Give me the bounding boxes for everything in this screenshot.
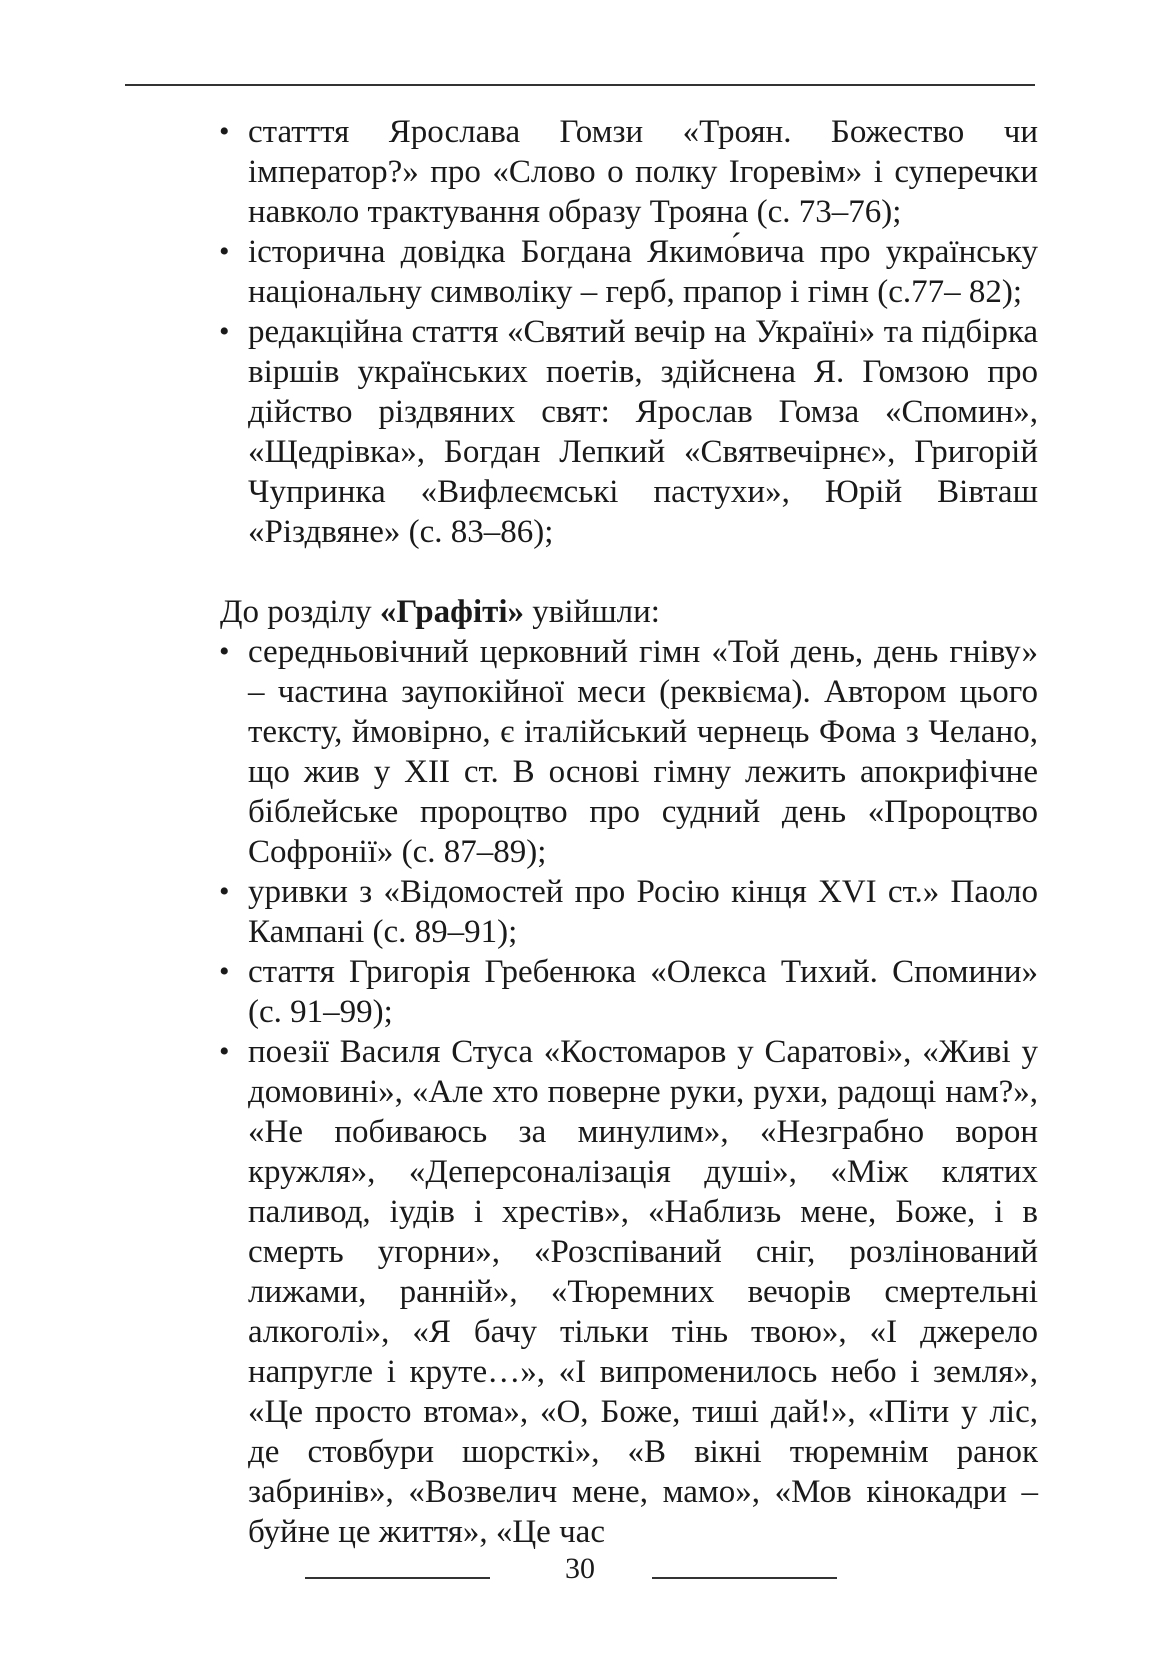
footer-rule-left [305, 1577, 490, 1579]
section-intro [220, 592, 1038, 632]
intro-text-end: увійшли: [524, 594, 660, 630]
list-item: • редакційна стаття «Святий вечір на Україні» та підбірка віршів українських поетів, здійснена Я. Гомзою про дійство різдвяних свят: Ярослав Гомза «Спомин», «Щедрівка», Богдан Лепкий «Святвечірнє», Григорій Чупринка «Вифлеємські пастухи», Юрій Вівташ «Різдвяне» (с. 83–86); [220, 312, 1038, 552]
intro-text: До розділу [220, 594, 380, 630]
list-item: • уривки з «Відомостей про Росію кінця XVI ст.» Паоло Кампані (с. 89–91); [220, 872, 1038, 952]
header-rule [125, 84, 1035, 86]
page-number: 30 [565, 1552, 595, 1585]
page-footer [0, 1551, 1166, 1591]
list-item: • історична довідка Богдана Якимо́вича про українську національну символіку – герб, прапор і гімн (с.77– 82); [220, 232, 1038, 312]
list-item: • середньовічний церковний гімн «Той день, день гніву» – частина заупокійної меси (реквієма). Автором цього тексту, ймовірно, є італійський чернець Фома з Челано, що жив у XII ст. В основі гімну лежить апокрифічне біблейське пророцтво про судний день «Пророцтво Софронії» (с. 87–89); [220, 632, 1038, 872]
list-item: • поезії Василя Стуса «Костомаров у Саратові», «Живі у домовині», «Але хто поверне руки, рухи, радощі нам?», «Не побиваюсь за минулим», «Незграбно ворон кружля», «Деперсоналізація душі», «Між клятих паливод, іудів і хрестів», «Наблизь мене, Боже, і в смерть угорни», «Розспіваний сніг, розлінований лижами, ранній», «Тюремних вечорів смертельні алкоголі», «Я бачу тільки тінь твою», «І джерело напругле і круте…», «І випроменилось небо і земля», «Це просто втома», «О, Боже, тиші дай!», «Піти у ліс, де стовбури шорсткі», «В вікні тюремнім ранок забринів», «Возвелич мене, мамо», «Мов кінокадри – буйне це життя», «Це час [220, 1032, 1038, 1552]
list-item: • стаття Григорія Гребенюка «Олекса Тихий. Спомини» (с. 91–99); [220, 952, 1038, 1032]
footer-rule-right [652, 1577, 837, 1579]
section-title: «Графіті» [379, 594, 525, 630]
page-body [220, 112, 1038, 1552]
list-item: • статття Ярослава Гомзи «Троян. Божество чи імператор?» про «Слово о полку Ігоревім» і суперечки навколо трактування образу Трояна (с. 73–76); [220, 112, 1038, 232]
